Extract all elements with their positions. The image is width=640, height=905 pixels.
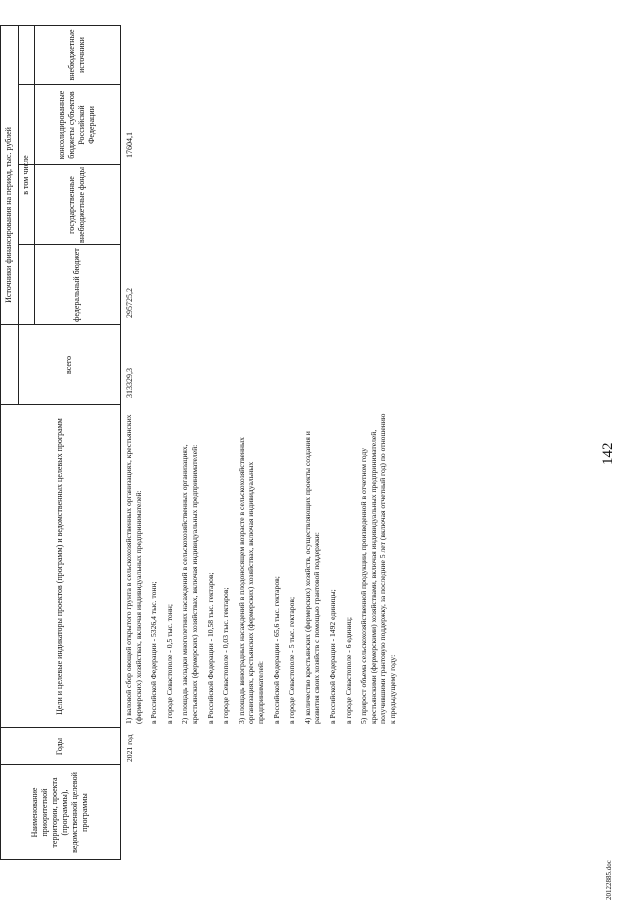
header-federal: федеральный бюджет	[72, 248, 81, 322]
header-name: Наименование приоритетной территории, проекта (программы), ведомственной целевой программы	[30, 772, 89, 853]
row-year: 2021 год	[125, 734, 134, 762]
header-years: Годы	[55, 737, 64, 756]
goal-item: в Российской Федерации - 10,58 тыс. гектаров;	[205, 572, 215, 724]
goal-item: в городе Севастополе - 6 единиц;	[343, 617, 353, 724]
header-sources: Источники финансирования на период, тыс. рублей	[4, 127, 13, 303]
row-total: 313329,3	[125, 368, 134, 398]
header-total: всего	[64, 356, 73, 375]
goal-item: в Российской Федерации - 1492 единицы;	[327, 589, 337, 724]
header-regional: консолидированные бюджеты субъектов Российской Федерации	[57, 90, 96, 160]
goal-item: в Российской Федерации - 65,6 тыс. гектаров;	[271, 576, 281, 724]
header-bottom-border	[120, 25, 121, 860]
goal-item: в Российской Федерации - 5326,4 тыс. тонн;	[149, 581, 159, 724]
header-goals: Цели и целевые индикаторы проектов (программ) и ведомственных целевых программ	[55, 418, 64, 715]
row-goals	[124, 408, 403, 724]
row-federal: 295725,2	[125, 288, 134, 318]
row-regional: 17604,1	[125, 132, 134, 158]
header-including: в том числе	[21, 155, 30, 195]
financing-table	[0, 25, 640, 860]
goal-item: 2) площадь закладки многолетних насаждений в сельскохозяйственных организациях, крестьянских (фермерских) хозяйствах, включая индивидуальных предпринимателей:	[180, 444, 199, 724]
goal-item: в городе Севастополе - 5 тыс. гектаров;	[287, 596, 297, 724]
page-number: 142	[600, 442, 616, 465]
header-state-funds: государственные внебюджетные фонды	[67, 167, 86, 243]
goal-item: в городе Севастополе - 0,5 тыс. тонн;	[164, 604, 174, 724]
header-offbudget: внебюджетные источники	[67, 29, 86, 81]
footer-filename: 20122885.doc	[605, 860, 613, 900]
goal-item: в городе Севастополе - 0,03 тыс. гектаров;	[221, 587, 231, 724]
goal-item: 5) прирост объема сельскохозяйственной продукции, произведенной в отчетном году крестьянскими (фермерскими) хозяйствами, включая индивидуальных предпринимателей, получившими грантовую поддержку, за последние 5 лет (включая отчетный год) по отношению к предыдущему году:	[359, 413, 397, 724]
goal-item: 3) площадь виноградных насаждений в плодоносящем возрасте в сельскохозяйственных организациях, крестьянских (фермерских) хозяйствах, включая индивидуальных предпринимателей:	[236, 437, 265, 724]
goal-item: 4) количество крестьянских (фермерских) хозяйств, осуществляющих проекты создания и развития своих хозяйств с помощью грантовой поддержки:	[302, 431, 322, 724]
goal-item: 1) валовой сбор овощей открытого грунта в сельскохозяйственных организациях, крестьянских (фермерских) хозяйствах, включая индивидуальных предпринимателей:	[124, 414, 143, 724]
